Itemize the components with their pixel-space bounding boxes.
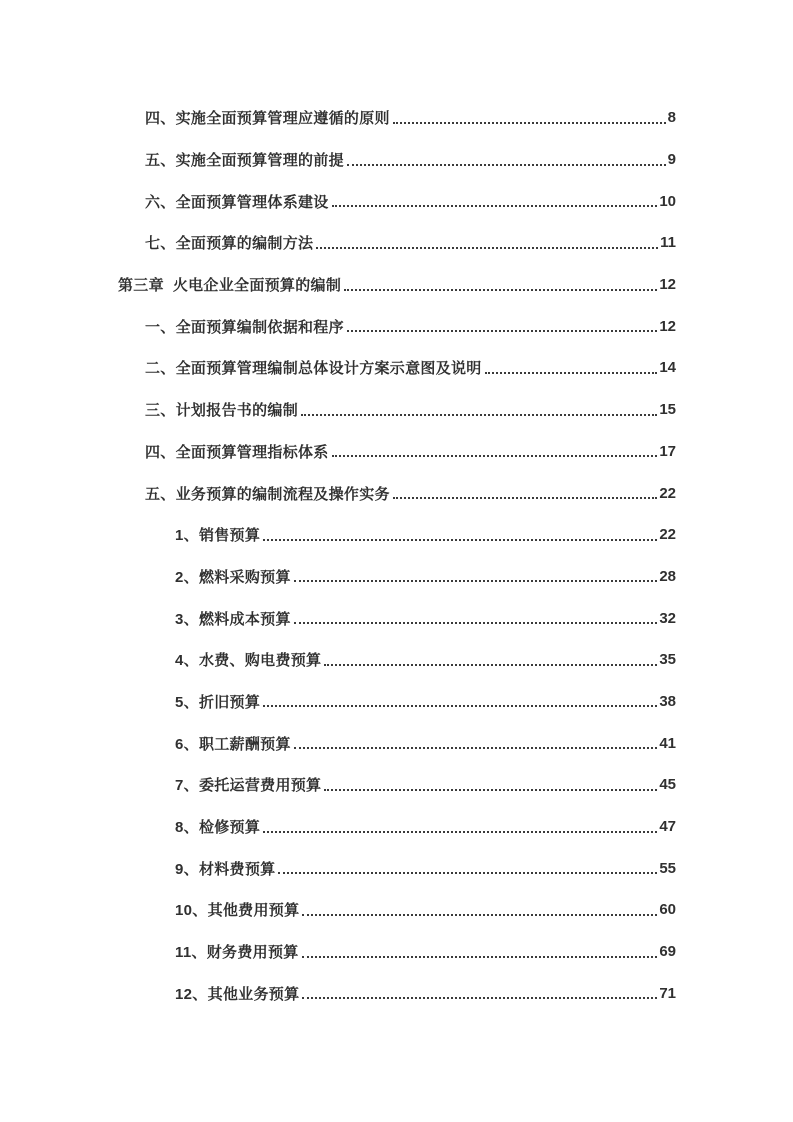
toc-entry[interactable] [145, 472, 676, 514]
toc-entry-label: 5、折旧预算 [175, 693, 261, 711]
toc-entry-page: 35 [659, 651, 676, 669]
toc-entry-label: 七、全面预算的编制方法 [145, 235, 314, 253]
toc-entry[interactable] [145, 139, 676, 181]
toc-entry-label: 3、燃料成本预算 [175, 610, 291, 628]
toc-entry-label: 四、实施全面预算管理应遵循的原则 [145, 110, 390, 128]
dot-leader [324, 664, 657, 666]
toc-entry-label: 8、检修预算 [175, 819, 261, 837]
dot-leader [324, 789, 657, 791]
toc-entry-label: 11、财务费用预算 [175, 944, 299, 962]
toc-entry-label: 1、销售预算 [175, 527, 261, 545]
dot-leader [393, 497, 658, 499]
toc-entry[interactable] [175, 764, 676, 806]
toc-entry-label: 4、水费、购电费预算 [175, 652, 322, 670]
toc-entry-label: 一、全面预算编制依据和程序 [145, 318, 344, 336]
toc-entry[interactable] [175, 722, 676, 764]
toc-entry-page: 11 [660, 234, 676, 252]
dot-leader [332, 205, 658, 207]
dot-leader [344, 289, 657, 291]
dot-leader [302, 914, 657, 916]
toc-entry[interactable] [175, 597, 676, 639]
toc-entry-label: 9、材料费预算 [175, 860, 276, 878]
toc-entry[interactable] [175, 556, 676, 598]
toc-entry-page: 9 [667, 151, 676, 169]
toc-entry-page: 17 [659, 442, 676, 460]
toc-entry[interactable] [175, 681, 676, 723]
toc-entry[interactable] [145, 347, 676, 389]
toc-entry-label: 12、其他业务预算 [175, 985, 300, 1003]
toc-entry[interactable] [175, 972, 676, 1014]
toc-chapter-entry[interactable] [118, 264, 676, 306]
dot-leader [302, 956, 658, 958]
toc-entry-label: 7、委托运营费用预算 [175, 777, 322, 795]
toc-entry-label: 二、全面预算管理编制总体设计方案示意图及说明 [145, 360, 482, 378]
toc-entry-page: 32 [659, 609, 676, 627]
dot-leader [393, 122, 666, 124]
toc-entry-page: 38 [659, 692, 676, 710]
toc-entry-label: 四、全面预算管理指标体系 [145, 443, 329, 461]
toc-entry[interactable] [145, 389, 676, 431]
toc-entry-page: 8 [667, 109, 676, 127]
dot-leader [263, 539, 657, 541]
toc-entry-page: 14 [659, 359, 676, 377]
dot-leader [485, 372, 658, 374]
toc-entry-label: 2、燃料采购预算 [175, 568, 291, 586]
dot-leader [294, 622, 658, 624]
toc-entry-page: 15 [659, 401, 676, 419]
dot-leader [302, 997, 657, 999]
dot-leader [316, 247, 658, 249]
toc-entry[interactable] [175, 889, 676, 931]
toc-entry-page: 69 [659, 943, 676, 961]
toc-entry-page: 41 [659, 734, 676, 752]
toc-entry-label: 三、计划报告书的编制 [145, 402, 299, 420]
dot-leader [347, 164, 666, 166]
toc-entry-label: 第三章 火电企业全面预算的编制 [118, 277, 342, 295]
dot-leader [263, 705, 657, 707]
dot-leader [332, 455, 658, 457]
toc-entry[interactable] [175, 806, 676, 848]
toc-entry[interactable] [145, 222, 676, 264]
toc-entry-label: 五、实施全面预算管理的前提 [145, 152, 344, 170]
toc-entry-page: 28 [659, 567, 676, 585]
toc-entry-label: 六、全面预算管理体系建设 [145, 193, 329, 211]
toc-entry-label: 6、职工薪酬预算 [175, 735, 291, 753]
toc-entry[interactable] [175, 639, 676, 681]
toc-entry[interactable] [145, 431, 676, 473]
toc-entry[interactable] [175, 931, 676, 973]
toc-entry-page: 12 [659, 317, 676, 335]
toc-entry-page: 47 [659, 818, 676, 836]
toc-entry-page: 60 [659, 901, 676, 919]
toc-entry-page: 22 [659, 526, 676, 544]
toc-entry-page: 10 [659, 192, 676, 210]
toc-entry-label: 五、业务预算的编制流程及操作实务 [145, 485, 390, 503]
toc-entry[interactable] [145, 180, 676, 222]
toc-entry[interactable] [145, 305, 676, 347]
toc-entry-page: 22 [659, 484, 676, 502]
dot-leader [347, 330, 657, 332]
toc-entry[interactable] [145, 97, 676, 139]
toc-entry[interactable] [175, 514, 676, 556]
dot-leader [301, 414, 657, 416]
toc-entry-page: 71 [659, 984, 676, 1002]
toc-entry[interactable] [175, 847, 676, 889]
toc-entry-page: 55 [659, 859, 676, 877]
toc-entry-label: 10、其他费用预算 [175, 902, 300, 920]
toc-entry-page: 12 [659, 276, 676, 294]
dot-leader [278, 872, 657, 874]
dot-leader [294, 747, 658, 749]
dot-leader [294, 580, 658, 582]
toc-entry-page: 45 [659, 776, 676, 794]
dot-leader [263, 831, 657, 833]
